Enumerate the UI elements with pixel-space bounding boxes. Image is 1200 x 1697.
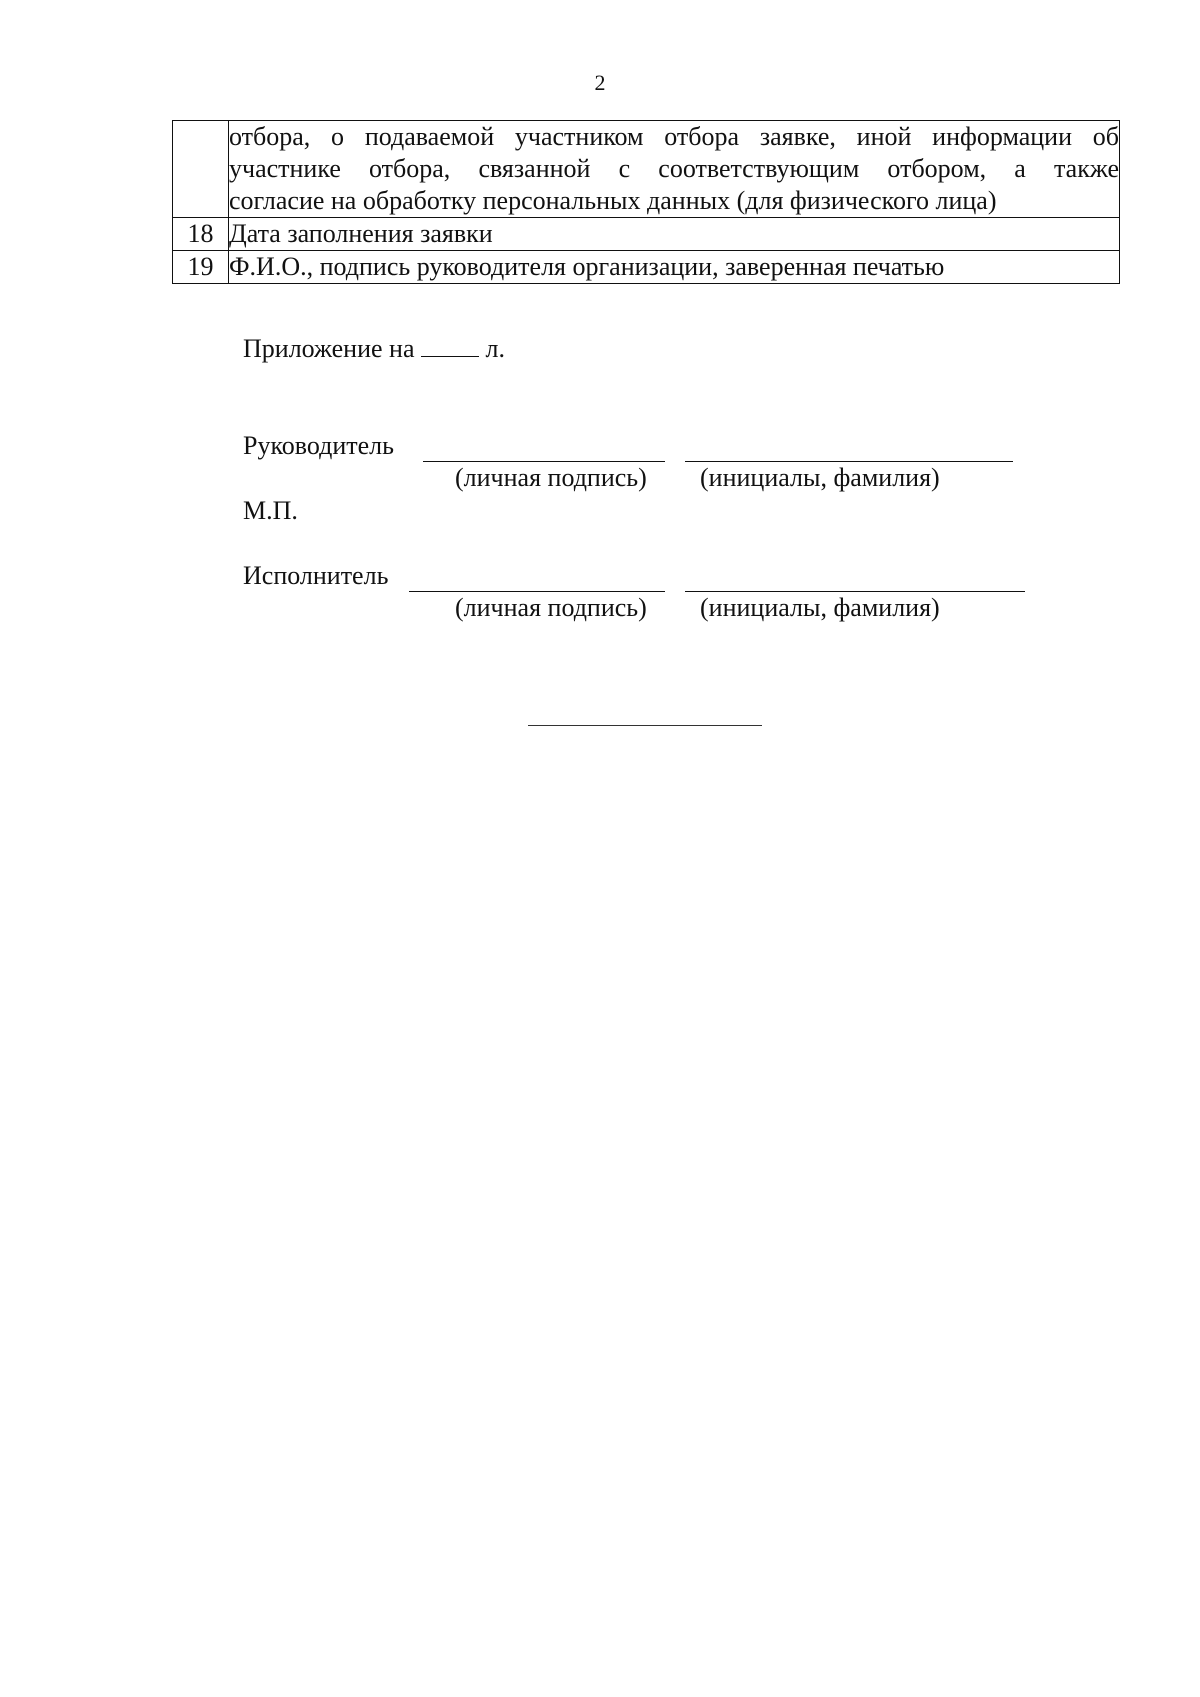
row-number-cell: 18 xyxy=(173,218,229,251)
head-name-caption: (инициалы, фамилия) xyxy=(700,463,940,492)
table-row xyxy=(173,251,1120,284)
application-form-table xyxy=(172,120,1120,284)
page-number: 2 xyxy=(594,70,606,95)
head-role-label: Руководитель xyxy=(243,431,394,460)
document-end-rule xyxy=(528,725,762,726)
executor-name-caption: (инициалы, фамилия) xyxy=(700,593,940,622)
executor-signature-block xyxy=(243,560,1043,630)
row-number-cell: 19 xyxy=(173,251,229,284)
attachment-line xyxy=(243,332,505,365)
row-text-cell-continued xyxy=(229,121,1120,218)
attachment-suffix: л. xyxy=(485,334,505,363)
attachment-prefix: Приложение на xyxy=(243,334,415,363)
continued-text-line-2: участнике отбора, связанной с соответствующим отбором, а также xyxy=(229,154,1119,183)
row-text-cell: Дата заполнения заявки xyxy=(229,218,1120,251)
table-row xyxy=(173,218,1120,251)
head-signature-block xyxy=(243,430,1043,500)
row-text-cell: Ф.И.О., подпись руководителя организации, заверенная печатью xyxy=(229,251,1120,284)
attachment-pages-blank[interactable] xyxy=(421,332,479,357)
stamp-place-label: М.П. xyxy=(243,496,298,525)
table-row-continued xyxy=(173,121,1120,218)
head-signature-caption: (личная подпись) xyxy=(455,463,647,492)
executor-role-label: Исполнитель xyxy=(243,561,389,590)
continued-text-line-3: согласие на обработку персональных данных (для физического лица) xyxy=(229,186,997,215)
executor-signature-caption: (личная подпись) xyxy=(455,593,647,622)
row-number-cell-empty xyxy=(173,121,229,218)
continued-text-line-1: отбора, о подаваемой участником отбора заявке, иной информации об xyxy=(229,122,1119,151)
